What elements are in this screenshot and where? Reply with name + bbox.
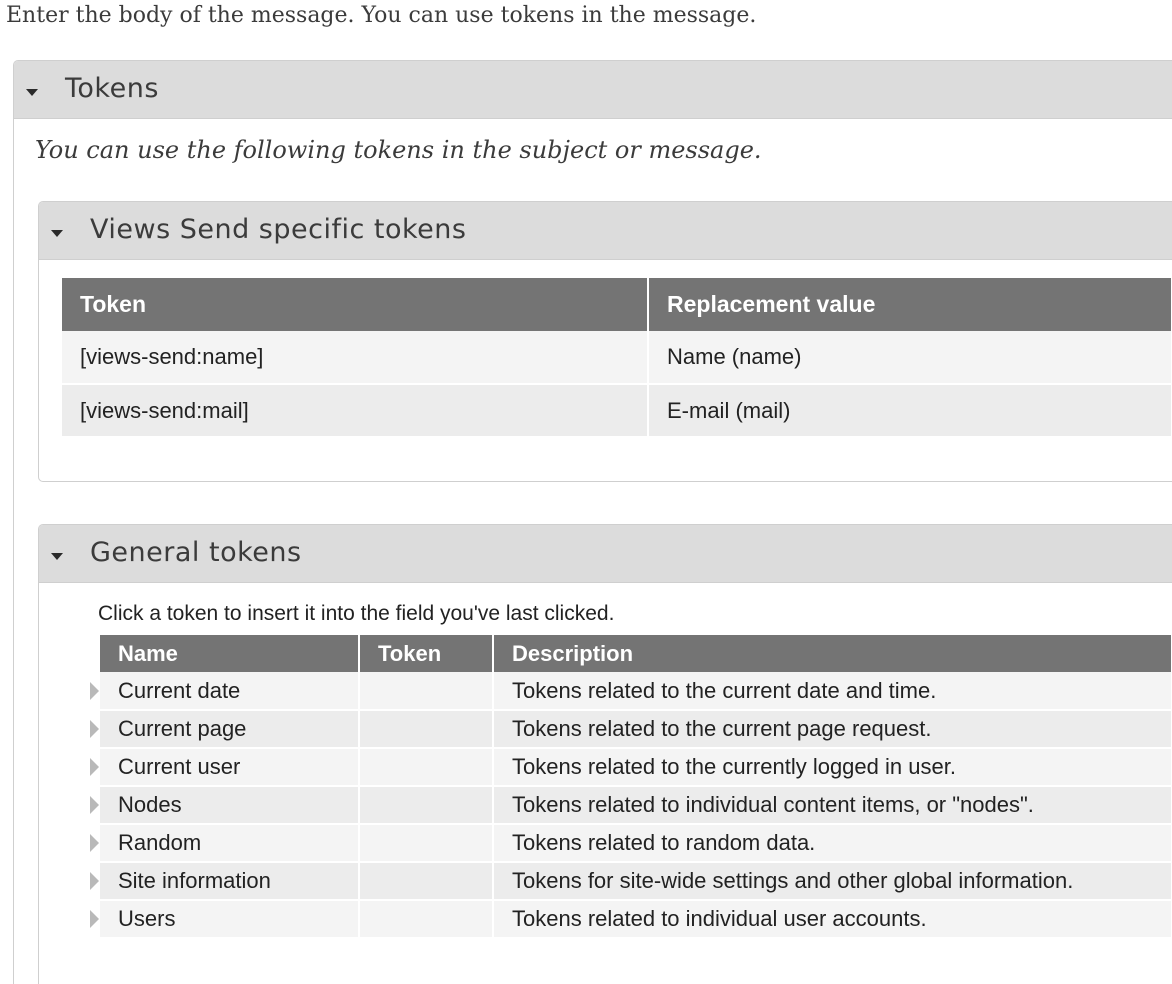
token-group-row[interactable] [100,900,1172,938]
general-tokens-fieldset-legend: General tokens [90,537,302,568]
expand-triangle-icon[interactable] [90,910,99,928]
views-send-fieldset-legend: Views Send specific tokens [90,214,467,245]
tokens-fieldset-toggle[interactable] [14,61,1172,119]
token-cell [359,786,493,824]
expand-triangle-icon[interactable] [90,720,99,738]
token-cell [359,824,493,862]
table-row [62,331,1172,384]
expand-triangle-icon[interactable] [90,834,99,852]
tokens-fieldset-description: You can use the following tokens in the subject or message. [35,136,762,164]
description-cell: Tokens related to the current date and time. [493,672,1172,710]
expand-triangle-icon[interactable] [90,872,99,890]
column-header-name: Name [100,635,359,672]
replacement-value-cell: E-mail (mail) [648,384,1172,437]
tokens-fieldset-legend: Tokens [65,73,159,104]
token-group-name[interactable]: Site information [118,868,271,893]
token-group-name-cell[interactable] [100,710,359,748]
token-group-name-cell[interactable] [100,748,359,786]
token-group-name-cell[interactable] [100,862,359,900]
token-group-name[interactable]: Nodes [118,792,182,817]
token-group-row[interactable] [100,824,1172,862]
column-header-token: Token [62,278,648,331]
token-cell [359,748,493,786]
token-group-name[interactable]: Current date [118,677,241,703]
collapse-triangle-icon [51,230,63,237]
description-cell: Tokens related to individual content items, or "nodes". [493,786,1172,824]
table-row [62,384,1172,437]
token-cell [359,900,493,938]
description-cell: Tokens related to the currently logged in user. [493,748,1172,786]
token-group-row[interactable] [100,862,1172,900]
token-group-row[interactable] [100,710,1172,748]
description-cell: Tokens related to the current page request. [493,710,1172,748]
token-group-name[interactable]: Random [118,830,202,855]
token-cell: [views-send:name] [62,331,648,384]
token-group-name-cell[interactable] [100,824,359,862]
message-body-help-text: Enter the body of the message. You can use tokens in the message. [6,3,757,28]
views-send-fieldset-toggle[interactable] [39,202,1172,260]
token-group-row[interactable] [100,672,1172,710]
collapse-triangle-icon [51,553,63,560]
token-group-name[interactable]: Users [118,906,176,931]
token-cell [359,710,493,748]
table-header-row [62,278,1172,331]
column-header-replacement-value: Replacement value [648,278,1172,331]
token-group-name[interactable]: Current page [118,716,247,741]
token-group-row[interactable] [100,786,1172,824]
token-group-name-cell[interactable] [100,786,359,824]
token-group-name-cell[interactable] [100,900,359,938]
expand-triangle-icon[interactable] [90,682,99,700]
description-cell: Tokens related to random data. [493,824,1172,862]
token-cell: [views-send:mail] [62,384,648,437]
expand-triangle-icon[interactable] [90,758,99,776]
description-cell: Tokens for site-wide settings and other global information. [493,862,1172,900]
views-send-token-table [62,278,1172,438]
expand-triangle-icon[interactable] [90,796,99,814]
token-cell [359,672,493,710]
token-group-row[interactable] [100,748,1172,786]
token-insert-help-text: Click a token to insert it into the field you've last clicked. [98,602,615,625]
column-header-description: Description [493,635,1172,672]
token-group-name[interactable]: Current user [118,754,241,779]
replacement-value-cell: Name (name) [648,331,1172,384]
token-cell [359,862,493,900]
token-tree-table [100,635,1172,939]
general-tokens-fieldset-toggle[interactable] [39,525,1172,583]
column-header-token: Token [359,635,493,672]
table-header-row [100,635,1172,672]
token-group-name-cell[interactable] [100,672,359,710]
description-cell: Tokens related to individual user accounts. [493,900,1172,938]
collapse-triangle-icon [26,89,38,96]
